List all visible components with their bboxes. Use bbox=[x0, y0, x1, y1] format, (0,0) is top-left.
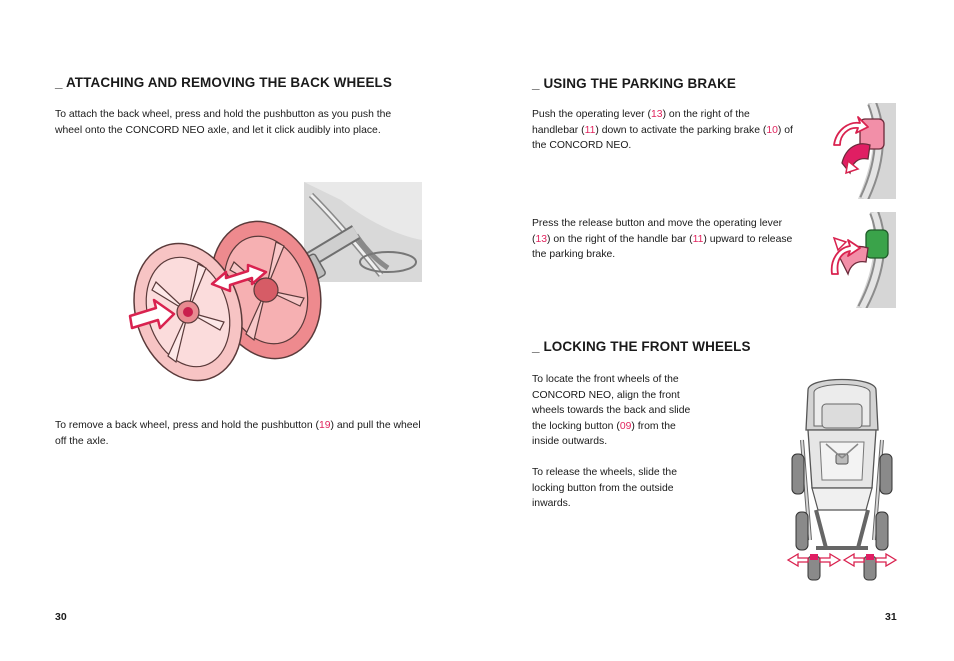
page-number-left: 30 bbox=[55, 611, 67, 623]
page-number-right: 31 bbox=[885, 611, 897, 623]
back-wheel-illustration bbox=[126, 180, 423, 386]
remove-text-2: ) and pull the wheel off the axle. bbox=[55, 420, 421, 447]
brake-paragraph-2 bbox=[532, 216, 794, 263]
remove-paragraph bbox=[55, 418, 425, 449]
brake-p1-text-3: ) down to activate the parking brake ( bbox=[595, 124, 767, 136]
heading-back-wheels: _ ATTACHING AND REMOVING THE BACK WHEELS bbox=[55, 75, 392, 90]
ref-13: 13 bbox=[651, 109, 663, 120]
ref-11: 11 bbox=[584, 124, 596, 136]
parking-brake-release-illustration bbox=[826, 212, 896, 308]
front-p1-text-2: ) from the inside outwards. bbox=[532, 420, 676, 448]
ref-13-b: 13 bbox=[535, 233, 548, 245]
attach-paragraph: To attach the back wheel, press and hold the pushbutton as you push the wheel onto the CONCORD NEO axle, and let it click audibly into place. bbox=[55, 109, 392, 136]
stroller-front-wheels-illustration bbox=[786, 370, 898, 582]
ref-09: 09 bbox=[619, 420, 632, 432]
front-p1-text-1: To locate the front wheels of the CONCORD NEO, align the front wheels towards the back and slide the locking button ( bbox=[532, 374, 691, 432]
brake-p1-text-2: ) on the right of the handlebar ( bbox=[532, 109, 750, 136]
ref-11-b: 11 bbox=[692, 233, 704, 245]
front-paragraph-2: To release the wheels, slide the locking button from the outside inwards. bbox=[532, 467, 677, 510]
brake-p2-text-2: ) on the right of the handle bar ( bbox=[547, 233, 693, 245]
brake-p2-text-1: Press the release button and move the operating lever ( bbox=[532, 218, 783, 245]
remove-text-1: To remove a back wheel, press and hold the pushbutton ( bbox=[55, 420, 319, 431]
heading-parking-brake: _ USING THE PARKING BRAKE bbox=[532, 76, 737, 91]
ref-19: 19 bbox=[318, 420, 331, 431]
brake-paragraph-1 bbox=[532, 107, 797, 154]
heading-front-wheels: _ LOCKING THE FRONT WHEELS bbox=[532, 339, 751, 354]
brake-p1-text-1: Push the operating lever ( bbox=[532, 109, 651, 120]
ref-10: 10 bbox=[766, 124, 778, 136]
brake-p2-text-3: ) upward to release the parking brake. bbox=[532, 233, 793, 261]
brake-p1-text-4: ) of the CONCORD NEO. bbox=[532, 124, 793, 152]
front-paragraph-1 bbox=[532, 372, 700, 450]
parking-brake-engage-illustration bbox=[828, 103, 896, 199]
